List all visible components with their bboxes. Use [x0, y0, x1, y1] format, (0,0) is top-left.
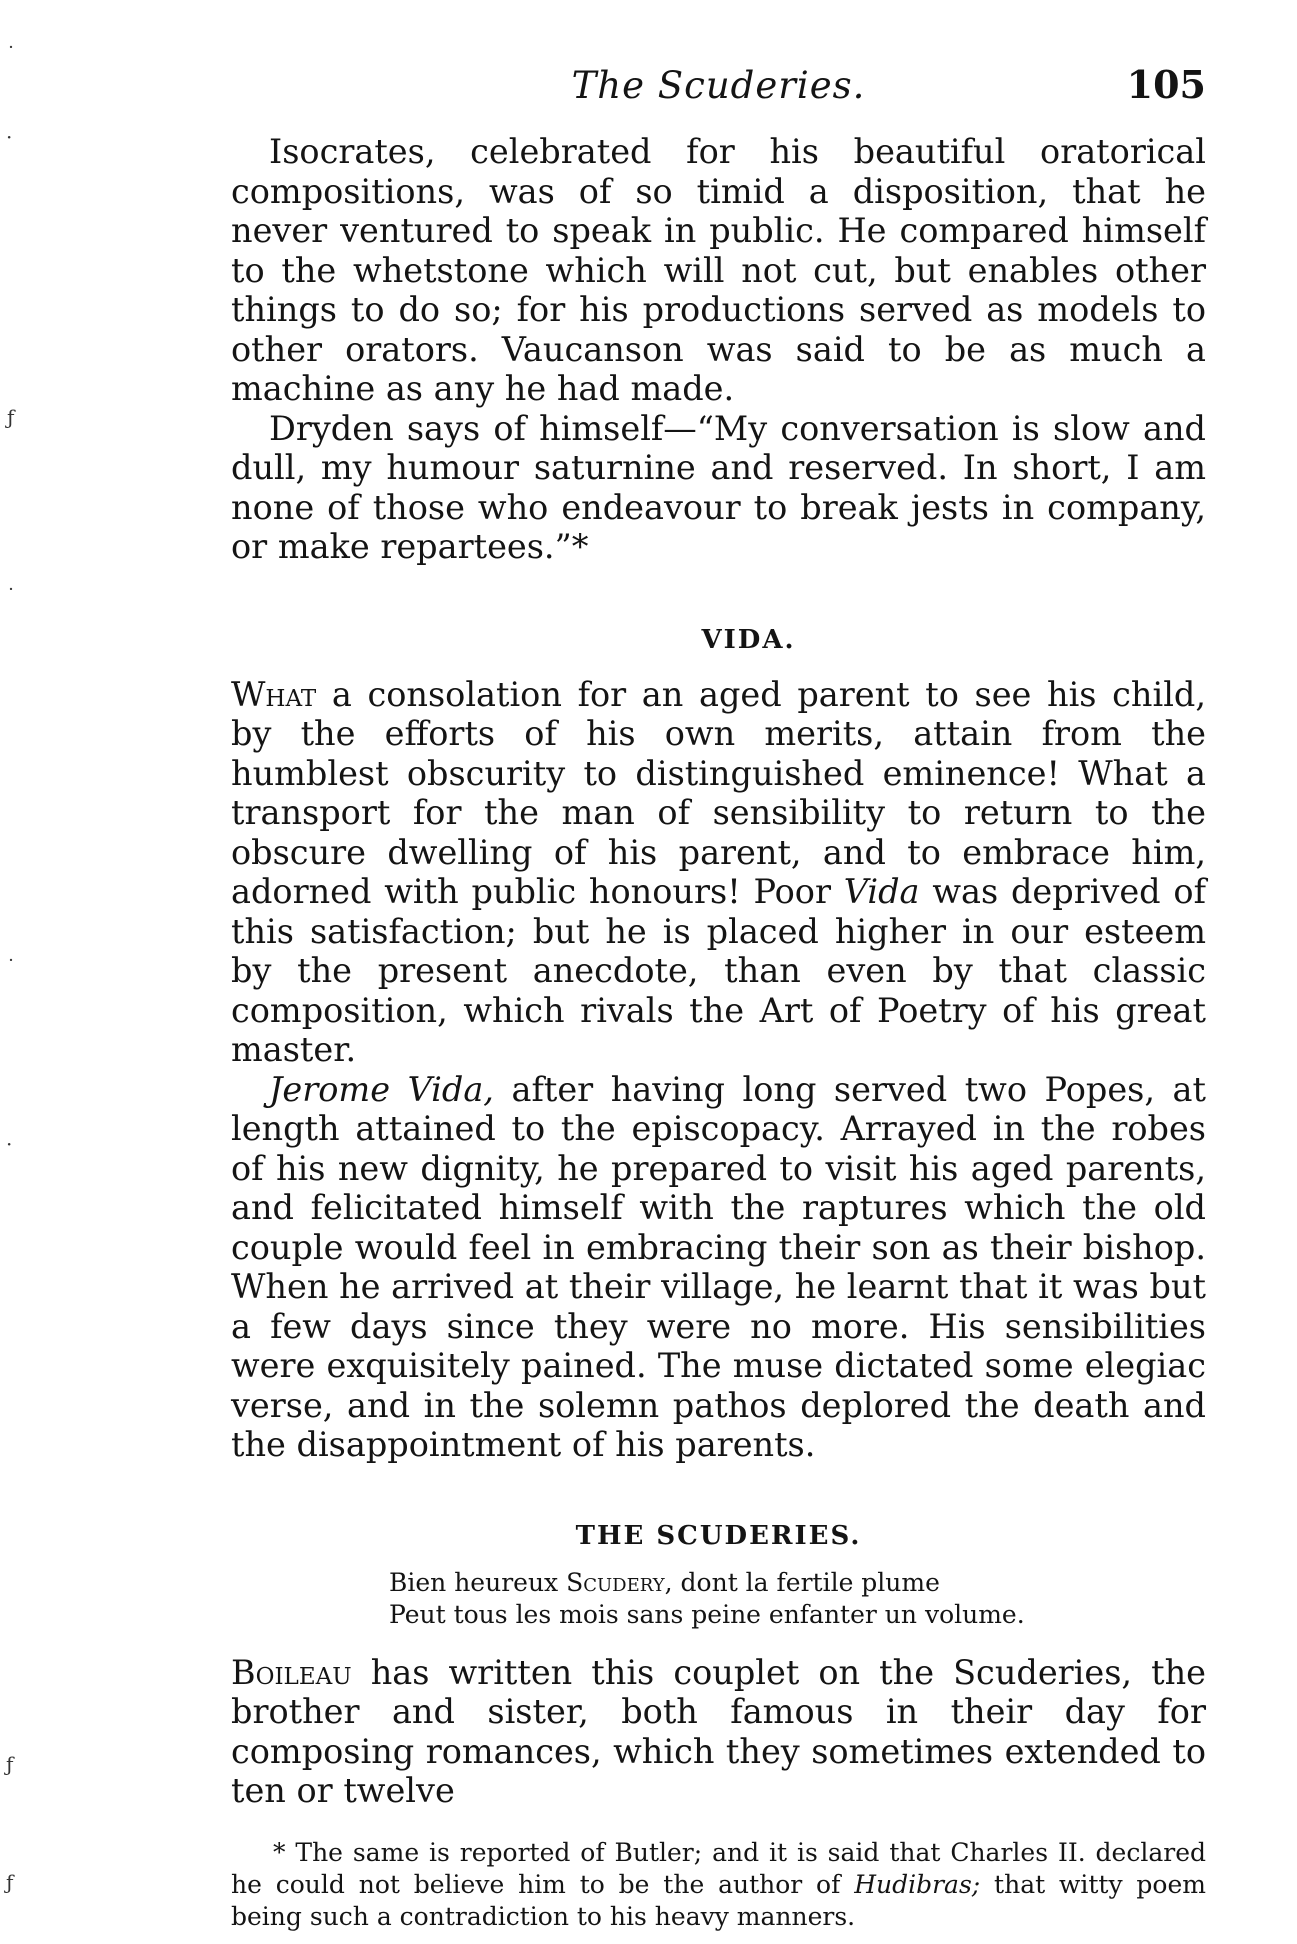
section-heading-vida: VIDA. — [701, 624, 796, 655]
verse-line-1 — [389, 1567, 1206, 1599]
paragraph-isocrates: Isocrates, celebrated for his beautiful oratorical compositions, was of so timid a disposition, that he never ventured to speak in public. He compared himself to the whetstone which will not cut, but enables other things to do so; for his productions served as models to other orators. Vaucanson was said to be as much a machine as any he had made. — [231, 132, 1206, 408]
footnote-text: that witty poem being such a contradiction to his heavy manners. — [231, 1869, 1206, 1931]
verse-name: Scudery — [566, 1567, 665, 1597]
margin-mark: · — [6, 1132, 13, 1156]
footnote — [231, 1837, 1206, 1933]
verse-line-2: Peut tous les mois sans peine enfanter un volume. — [389, 1599, 1025, 1629]
paragraph-text: after having long served two Popes, at length attained to the episcopacy. Arrayed in the robes of his new dignity, he prepared to visit his aged parents, and felicitated himself with the raptures which the old couple would feel in embracing their son as their bishop. When he arrived at their village, he learnt that it was but a few days since they were no more. His sensibilities were exquisitely pained. The muse dictated some elegiac verse, and in the solemn pathos deplored the death and the disappointment of his parents. — [231, 1069, 1206, 1464]
margin-mark: ˙ — [6, 42, 16, 66]
paragraph-dryden: Dryden says of himself—“My conversation is slow and dull, my humour saturnine and reserved. In short, I am none of those who endeavour to break jests in company, or make repartees.”* — [231, 408, 1206, 566]
section-heading-scuderies: THE SCUDERIES. — [575, 1520, 862, 1551]
verse-text: Bien heureux — [389, 1567, 567, 1597]
running-head — [231, 50, 1206, 122]
italic-name: Jerome Vida, — [269, 1069, 494, 1109]
margin-mark: ƒ — [6, 1870, 14, 1894]
book-page — [231, 50, 1206, 1933]
paragraph-vida-consolation — [231, 675, 1206, 1070]
italic-name: Vida — [843, 872, 920, 911]
page-number: 105 — [1126, 62, 1206, 107]
margin-mark: ƒ — [7, 405, 15, 429]
paragraph-text: a consolation for an aged parent to see his child, by the efforts of his own merits, attain from the humblest obscurity to distinguished eminence! What a transport for the man of sensibility to return to the obscure dwelling of his parent, and to embrace him, adorned with public honours! Poor — [231, 674, 1206, 911]
paragraph-text: has written this couplet on the Scuderies, the brother and sister, both famous in their day for composing romances, which they sometimes extended to ten or twelve — [231, 1652, 1206, 1810]
margin-mark: ƒ — [6, 1752, 14, 1776]
margin-mark: ˙ — [6, 584, 16, 608]
lead-word: Boileau — [231, 1652, 352, 1692]
paragraph-jerome-vida — [231, 1070, 1206, 1465]
paragraph-boileau — [231, 1653, 1206, 1811]
paragraph-text: was deprived of this satisfaction; but he is placed higher in our esteem by the present anecdote, than even by that classic composition, which rivals the Art of Poetry of his great master. — [231, 872, 1206, 1069]
margin-mark: ˙ — [6, 955, 16, 979]
verse-text: , dont la fertile plume — [664, 1567, 940, 1597]
lead-word: What — [231, 674, 317, 714]
margin-mark: · — [6, 125, 13, 149]
running-title: The Scuderies. — [571, 64, 866, 107]
footnote-title: Hudibras; — [854, 1869, 981, 1899]
footnote-text: * The same is reported of Butler; and it is said that Charles II. declared he could not believe him to be the author of — [231, 1837, 1206, 1899]
